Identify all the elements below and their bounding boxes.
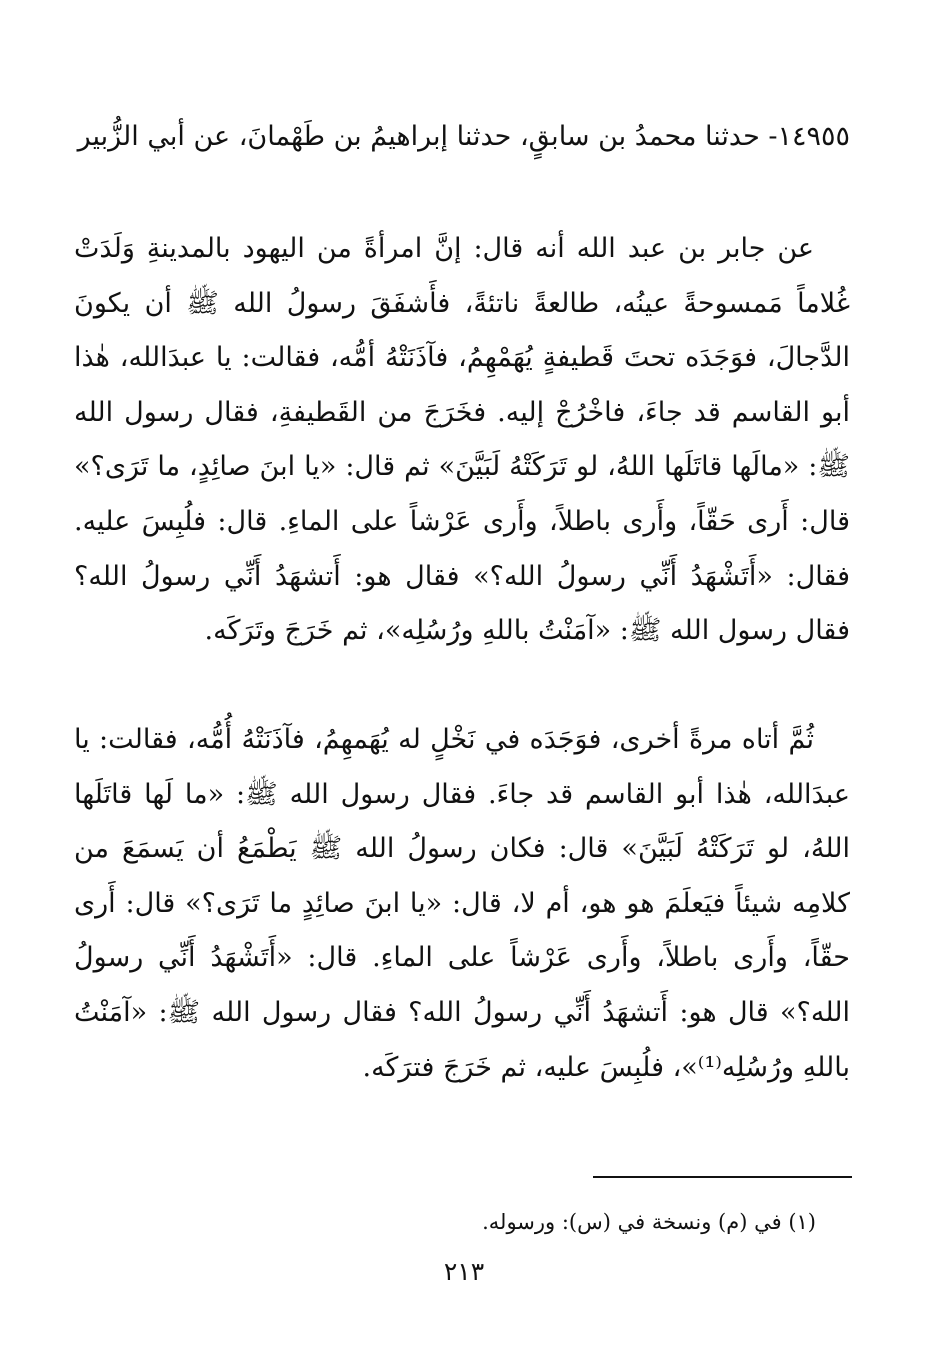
footnote-divider: [593, 1176, 852, 1178]
page-number: ٢١٣: [443, 1257, 485, 1286]
hadith-paragraph-1: عن جابر بن عبد الله أنه قال: إنَّ امرأةً من اليهود بالمدينةِ وَلَدَتْ غُلاماً مَمسوحةً عينُه، طالعةً ناتئةً، فأَشفَقَ رسولُ الله ﷺ أن يكونَ الدَّجالَ، فوَجَدَه تحتَ قَطيفةٍ يُهَمْهِمُ، فآذَنَتْهُ أمُّه، فقالت: يا عبدَالله، هٰذا أبو القاسم قد جاءَ، فاخْرُجْ إليه. فخَرَجَ من القَطيفةِ، فقال رسول الله ﷺ: «مالَها قاتَلَها اللهُ، لو تَرَكَتْهُ لَبَيَّنَ» ثم قال: «يا ابنَ صائِدٍ، ما تَرَى؟» قال: أَرى حَقّاً، وأَرى باطلاً، وأَرى عَرْشاً على الماءِ. قال: فلُبِسَ عليه. فقال: «أَتَشْهَدُ أَنِّي رسولُ الله؟» فقال هو: أَتشهَدُ أَنِّي رسولُ الله؟ فقال رسول الله ﷺ: «آمَنْتُ باللهِ ورُسُلِه»، ثم خَرَجَ وتَرَكَه.: [74, 233, 850, 647]
hadith-paragraph-2: ثُمَّ أتاه مرةً أخرى، فوَجَدَه في نَخْلٍ له يُهَمهِمُ، فآذَنَتْهُ أُمُّه، فقالت: يا عبدَالله، هٰذا أبو القاسم قد جاءَ. فقال رسول الله ﷺ: «ما لَها قاتَلَها اللهُ، لو تَرَكَتْهُ لَبَيَّنَ» قال: فكان رسولُ الله ﷺ يَطْمَعُ أن يَسمَعَ من كلامِه شيئاً فيَعلَمَ هو هو، أم لا، قال: «يا ابنَ صائِدٍ ما تَرَى؟» قال: أَرى حقّاً، وأَرى باطلاً، وأَرى عَرْشاً على الماءِ. قال: «أَتَشْهَدُ أَنِّي رسولُ الله؟» قال هو: أَتشهَدُ أَنِّي رسولُ الله؟ فقال رسول الله ﷺ: «آمَنْتُ باللهِ ورُسُلِه⁽¹⁾»، فلُبِسَ عليه، ثم خَرَجَ فترَكَه.: [74, 724, 850, 1083]
hadith-heading: ١٤٩٥٥- حدثنا محمدُ بن سابقٍ، حدثنا إبراهيمُ بن طَهْمانَ، عن أبي الزُّبير: [77, 121, 850, 152]
footnote: (١) في (م) ونسخة في (س): ورسوله.: [482, 1210, 816, 1234]
